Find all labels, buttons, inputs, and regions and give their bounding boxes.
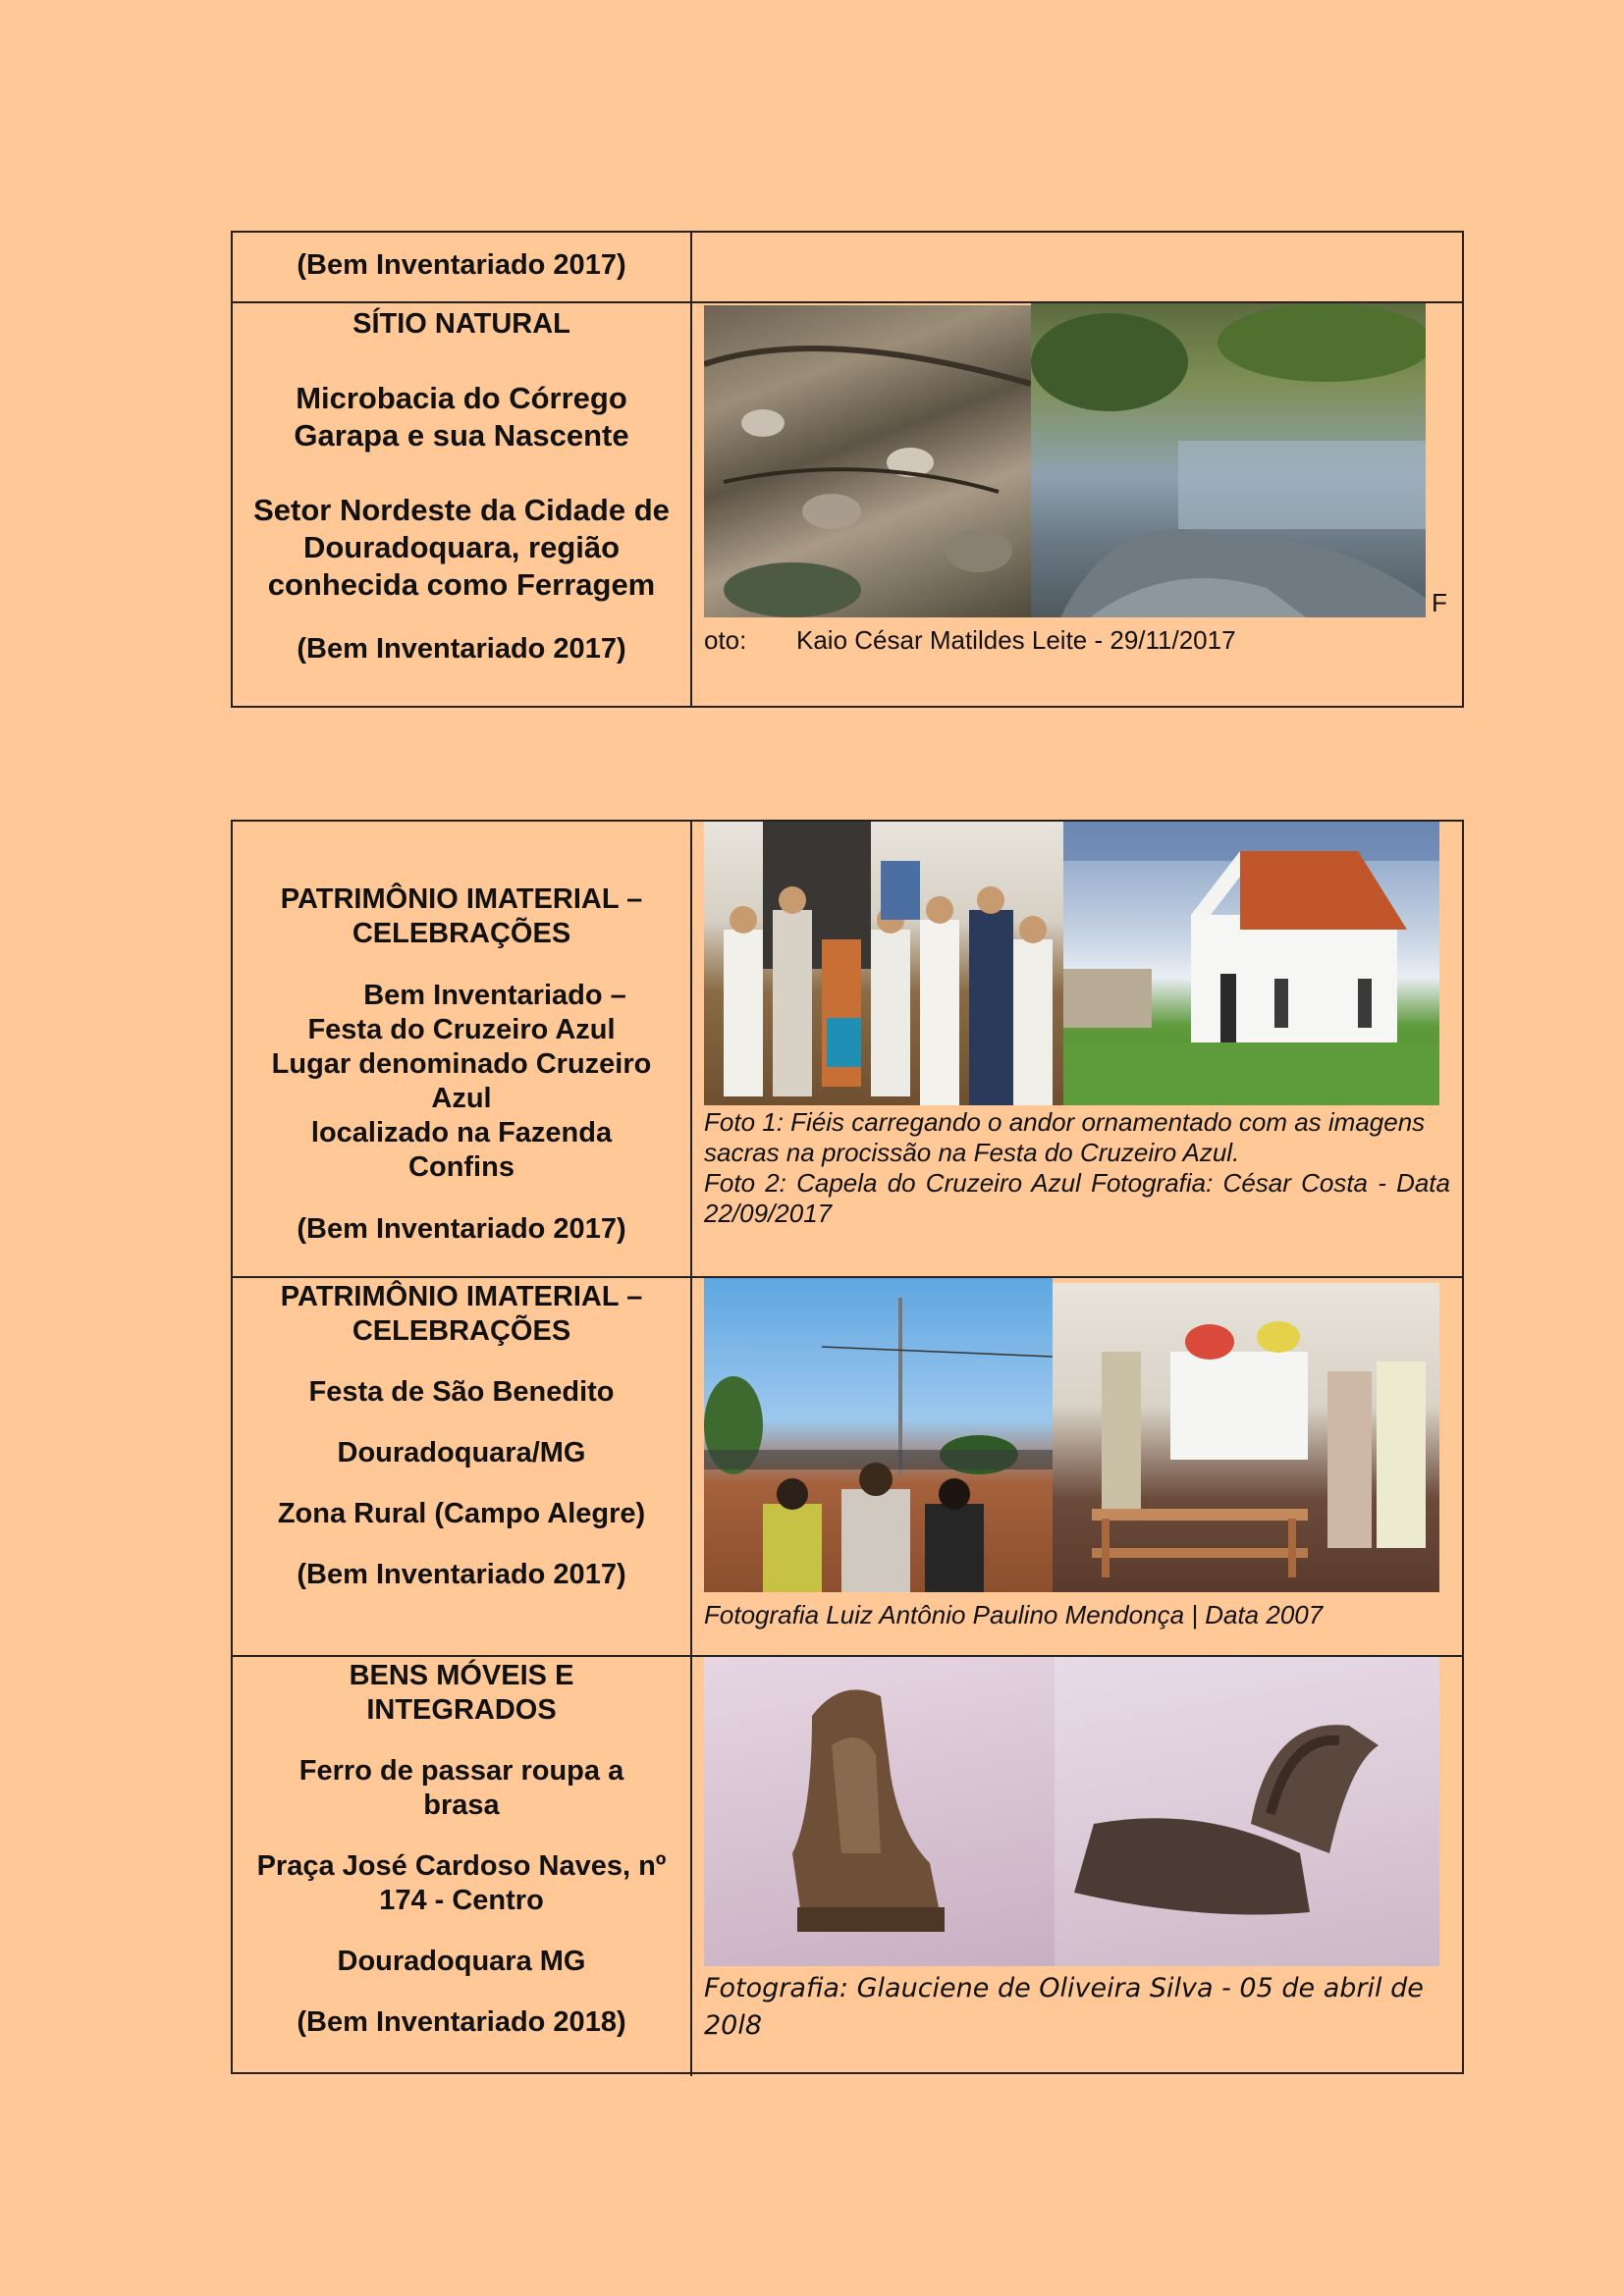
- heritage-location: localizado na Fazenda Confins: [310, 1117, 613, 1183]
- procession-photo: [704, 822, 1063, 1105]
- table-row: [233, 1278, 1462, 1655]
- stream-illustration: [1031, 303, 1426, 617]
- photo-credit: Kaio César Matildes Leite - 29/11/2017: [796, 625, 1236, 655]
- heritage-address: Praça José Cardoso Naves, nº 174 - Centro: [256, 1850, 667, 1916]
- heritage-name: Ferro de passar roupa a brasa: [298, 1755, 624, 1821]
- table-row: [233, 1657, 1462, 2076]
- year-label: (Bem Inventariado 2018): [297, 2006, 626, 2038]
- iron-photo-2: [1055, 1657, 1439, 1966]
- heritage-zone: Zona Rural (Campo Alegre): [277, 1498, 646, 1529]
- iron-illustration: [1055, 1657, 1439, 1966]
- festival-outdoor-photo: [704, 1278, 1053, 1592]
- stream-photo-1: [704, 305, 1031, 617]
- stream-photo-2: [1031, 303, 1426, 617]
- category-title: BENS MÓVEIS E INTEGRADOS: [349, 1660, 574, 1726]
- heritage-city: Douradoquara MG: [337, 1946, 586, 1977]
- category-title: PATRIMÔNIO IMATERIAL – CELEBRAÇÕES: [280, 1281, 643, 1347]
- crowd-illustration: [704, 1278, 1053, 1592]
- table-natural-site: [231, 231, 1464, 708]
- heritage-name: Microbacia do Córrego Garapa e sua Nascente: [294, 381, 629, 453]
- year-label: (Bem Inventariado 2017): [297, 248, 626, 281]
- rocks-illustration: [704, 305, 1031, 617]
- chapel-photo: [1063, 822, 1439, 1105]
- chapel-illustration: [1063, 822, 1439, 1105]
- altar-illustration: [1053, 1283, 1439, 1592]
- photo-credit: Fotografia Luiz Antônio Paulino Mendonça | Data 2007: [704, 1600, 1324, 1629]
- category-title: PATRIMÔNIO IMATERIAL – CELEBRAÇÕES: [280, 883, 643, 949]
- procession-illustration: [704, 822, 1063, 1105]
- photo-caption-2: Foto 2: Capela do Cruzeiro Azul Fotografia: César Costa - Data 22/09/2017: [704, 1168, 1450, 1228]
- table-heritage-items: [231, 820, 1464, 2074]
- heritage-line: Bem Inventariado –: [363, 980, 626, 1011]
- table-row: [233, 303, 1462, 706]
- photo-credit: Fotografia: Glauciene de Oliveira Silva - 05 de abril de 20l8: [704, 1973, 1424, 2041]
- category-title: SÍTIO NATURAL: [352, 308, 570, 340]
- iron-illustration: [704, 1657, 1055, 1966]
- heritage-place: Lugar denominado Cruzeiro Azul: [271, 1048, 652, 1114]
- year-label: (Bem Inventariado 2017): [297, 1559, 626, 1590]
- photo-caption-1: Foto 1: Fiéis carregando o andor ornamentado com as imagens sacras na procissão na Festa do Cruzeiro Azul.: [704, 1107, 1426, 1167]
- year-label: (Bem Inventariado 2017): [297, 633, 626, 665]
- table-row: [233, 822, 1462, 1276]
- iron-photo-1: [704, 1657, 1055, 1966]
- heritage-location: Setor Nordeste da Cidade de Douradoquara, região conhecida como Ferragem: [253, 493, 670, 602]
- heritage-city: Douradoquara/MG: [337, 1437, 586, 1468]
- table-row: [233, 233, 1462, 301]
- festival-indoor-photo: [1053, 1283, 1439, 1592]
- caption-fragment: F: [1432, 588, 1447, 617]
- year-label: (Bem Inventariado 2017): [297, 1213, 626, 1245]
- heritage-name: Festa do Cruzeiro Azul: [307, 1014, 616, 1045]
- caption-label: oto:: [704, 625, 747, 655]
- heritage-name: Festa de São Benedito: [308, 1376, 615, 1408]
